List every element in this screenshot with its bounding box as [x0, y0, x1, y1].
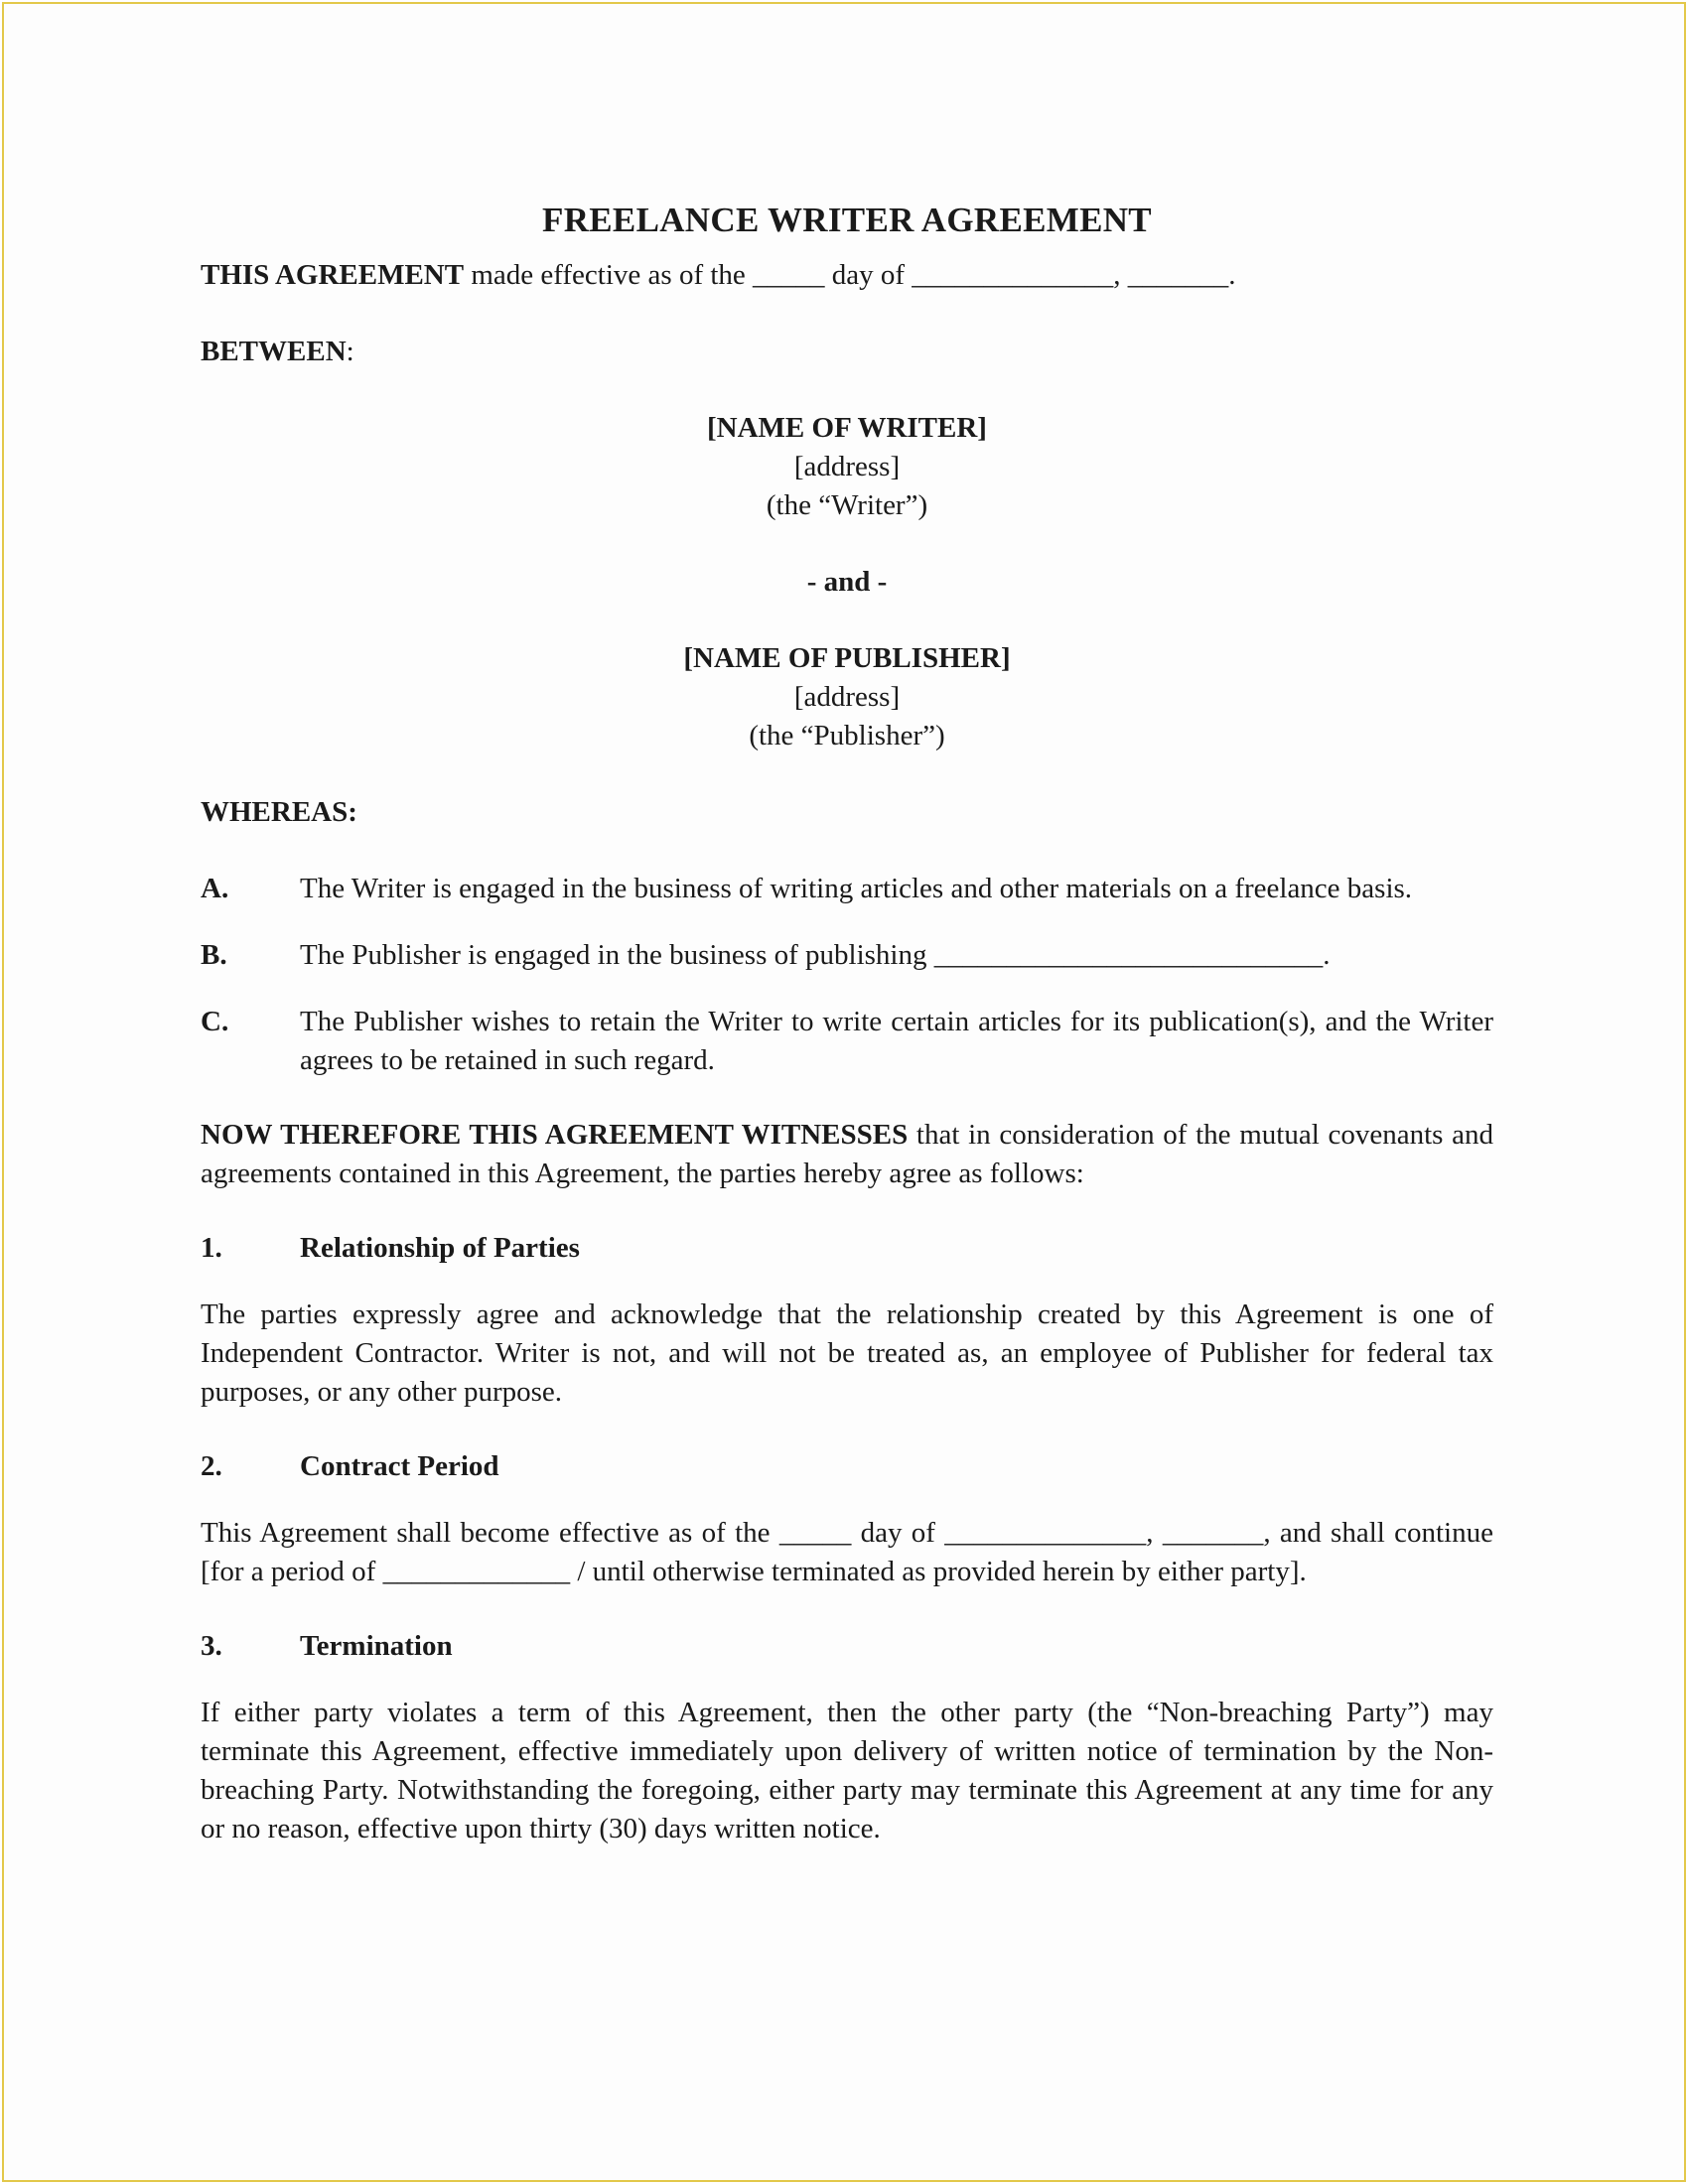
writer-party-block [201, 409, 1493, 525]
intro-text: made effective as of the _____ day of ______________, _______. [464, 259, 1236, 291]
section-1-body: The parties expressly agree and acknowledge that the relationship created by this Agreement is one of Independent Contractor. Writer is not, and will not be treated as, an employee of Publisher for federal tax purposes, or any other purpose. [201, 1298, 1493, 1408]
recital-text: The Writer is engaged in the business of writing articles and other materials on a freelance basis. [300, 873, 1413, 904]
spacer [201, 602, 1493, 639]
recital-letter: A. [201, 873, 229, 904]
intro-lead: THIS AGREEMENT [201, 259, 465, 291]
recital-b [201, 936, 1493, 975]
spacer [201, 908, 1493, 936]
spacer [201, 1486, 1493, 1514]
spacer [201, 1666, 1493, 1694]
publisher-party-block [201, 639, 1493, 755]
between-label: BETWEEN [201, 336, 347, 367]
spacer [201, 1268, 1493, 1296]
section-number: 2. [201, 1450, 222, 1482]
writer-name: [NAME OF WRITER] [707, 412, 987, 444]
spacer [201, 1412, 1493, 1447]
spacer [201, 1193, 1493, 1229]
witness-text: that in consideration of the mutual covenants and agreements contained in this Agreement, the parties hereby agree as follows: [201, 1119, 1494, 1189]
section-title: Relationship of Parties [300, 1232, 580, 1264]
recital-text: The Publisher is engaged in the business of publishing ___________________________. [300, 939, 1331, 971]
recital-c [201, 1003, 1493, 1080]
publisher-role: (the “Publisher”) [749, 720, 945, 751]
section-title: Termination [300, 1630, 453, 1662]
publisher-name: [NAME OF PUBLISHER] [683, 642, 1011, 674]
section-3-body: If either party violates a term of this Agreement, then the other party (the “Non-breaching Party”) may terminate this Agreement, effective immediately upon delivery of written notice of termination by the Non-breaching Party. Notwithstanding the foregoing, either party may terminate this Agreement at any time for any or no reason, effective upon thirty (30) days written notice. [201, 1697, 1493, 1844]
witness-paragraph [201, 1116, 1493, 1193]
spacer [201, 755, 1493, 793]
spacer [201, 975, 1493, 1003]
recital-text: The Publisher wishes to retain the Writer to write certain articles for its publication(s), and the Writer agrees to be retained in such regard. [300, 1006, 1493, 1076]
whereas-heading: WHEREAS: [201, 796, 357, 828]
section-2-heading [201, 1447, 1493, 1486]
section-title: Contract Period [300, 1450, 499, 1482]
writer-address: [address] [793, 451, 901, 482]
recital-letter: B. [201, 939, 227, 971]
document-body [201, 199, 1493, 1848]
witness-lead: NOW THEREFORE THIS AGREEMENT WITNESSES [201, 1119, 909, 1151]
between-heading [201, 333, 1493, 371]
section-number: 1. [201, 1232, 222, 1264]
intro-paragraph [201, 256, 1493, 295]
section-1-heading [201, 1229, 1493, 1268]
spacer [201, 525, 1493, 563]
recital-letter: C. [201, 1006, 229, 1037]
between-colon: : [346, 336, 354, 367]
writer-role: (the “Writer”) [766, 489, 928, 521]
spacer [201, 371, 1493, 409]
document-page [2, 2, 1686, 2182]
recital-a [201, 870, 1493, 908]
document-title: FREELANCE WRITER AGREEMENT [542, 201, 1152, 239]
spacer [201, 832, 1493, 870]
spacer [201, 1080, 1493, 1116]
spacer [201, 1591, 1493, 1627]
spacer [201, 295, 1493, 333]
publisher-address: [address] [793, 681, 901, 713]
section-3-heading [201, 1627, 1493, 1666]
and-separator: - and - [806, 566, 888, 598]
section-2-body: This Agreement shall become effective as of the _____ day of ______________, _______, and shall continue [for a period of _____________ / until otherwise terminated as provided herein by either party]. [201, 1517, 1493, 1587]
section-number: 3. [201, 1630, 222, 1662]
